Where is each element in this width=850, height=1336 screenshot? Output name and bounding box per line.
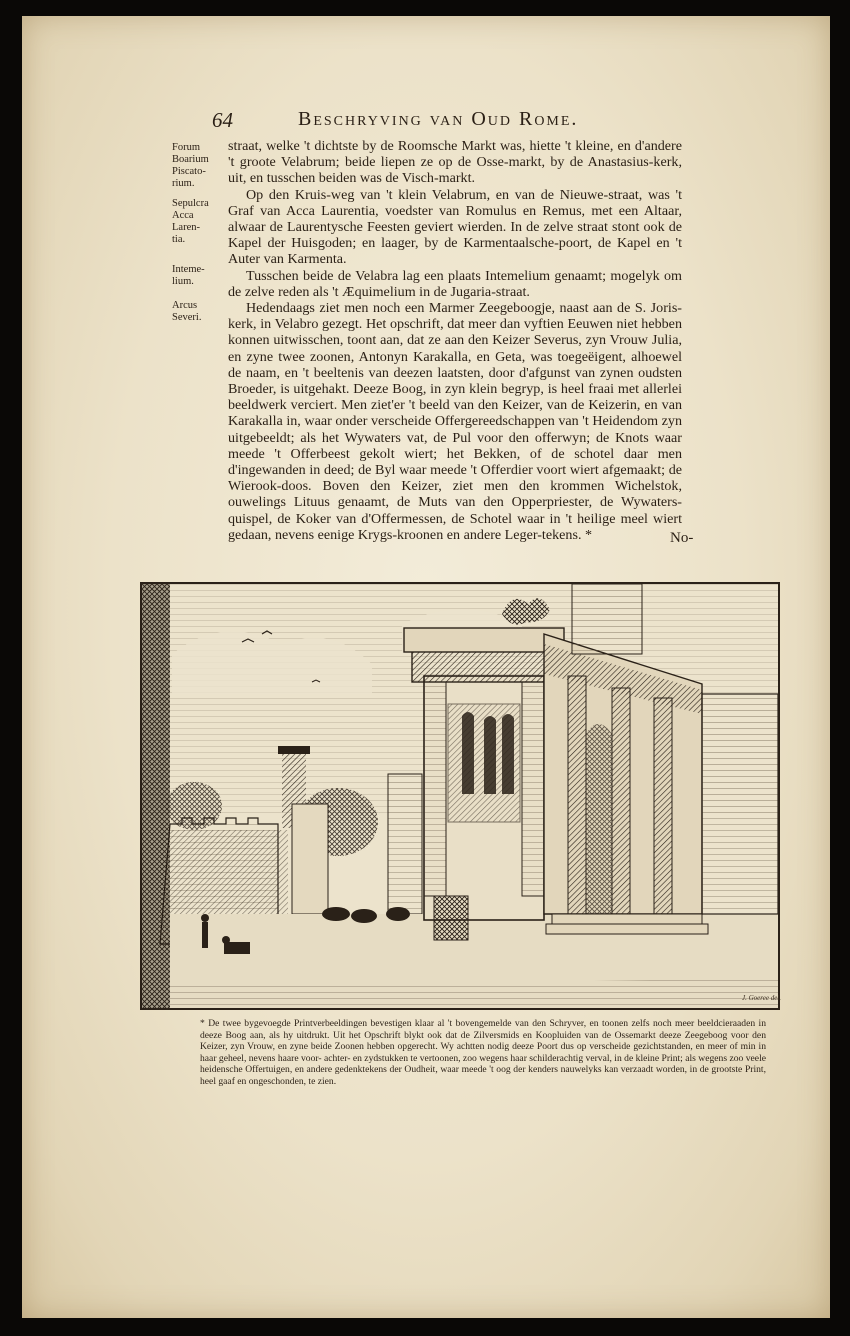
paragraph: Hedendaags ziet men noch een Marmer Zeegeboogje, naast aan de S. Joris-kerk, in Velabro gezegt. Het opschrift, dat meer dan vyftien Eeuwen niet hebben konnen uitwisschen, toont aan, dat ze aan den Keizer Severus, zyn Vrouw Julia, en zyne twee zoonen, Antonyn Karakalla, en Geta, was toegeëigent, alhoewel de naam, en 't beeltenis van deezen laatsten, door d'afgunst van zynen oudsten Broeder, is uitgehakt. Deeze Boog, in zyn klein begryp, is heel fraai met allerlei beeldwerk verciert. Men ziet'er 't beeld van den Keizer, van de Keizerin, en van Karakalla in, waar onder verscheide Offergereedschappen van 't Heidendom zyn uitgebeeldt; als het Wywaters vat, de Pul voor den offerwyn; de Knots waar meede 't Offerbeest gekolt wiert; het Bekken, of de schotel daar men d'ingewanden in deed; de Byl waar meede 't Offerdier voort wiert afgemaakt; de Wierook-doos. Boven den Keizer, ziet men den krommen Wichelstok, ouwelings Lituus genaamt, de Muts van den Opperpriester, de Wywaters-quispel, de Koker van d'Offermessen, de Schotel waar in 't heilige meel wiert gedaan, nevens eenige Krygs-kroonen en andere Leger-tekens. * [228,300,682,543]
margin-note-intemelium: Inteme- lium. [172,264,205,287]
footnote-text: * De twee bygevoegde Printverbeeldingen bevestigen klaar al 't bovengemelde van den Schryver, en toonen zelfs noch meer beeldcieraaden in deeze Boog aan, als hy uitdrukt. Uit het Opschrift blykt ook dat de Zilversmids en Koopluiden van de Ossemarkt deeze Zeegeboog voor den Keizer, zyn Vrouw, en zyne beide Zoonen hebben opgerecht. Wy achtten nodig deeze Poort dus op verscheide gezichtstanden, en meer of min in haar geheel, nevens haare voor- achter- en zydstukken te vertoonen, zoo wegens haar schilderachtig verval, in de kleine Print; als wegens zoo veele heidensche Offertuigen, en andere gedenktekens der Oudheit, waar meede 't oog der kenders nauwelyks kan verzaadt worden, in de grootste Print, heel gaaf en ongeschonden, te zien. [200,1018,766,1087]
paragraph: Tusschen beide de Velabra lag een plaats Intemelium genaamt; mogelyk om de zelve reden als 't Æquimelium in de Jugaria-straat. [228,267,682,300]
catchword: No- [670,530,694,546]
page-header [212,108,682,136]
running-title: Beschryving van Oud Rome. [298,108,579,130]
artist-signature: J. Goeree del. [742,994,781,1002]
margin-note-sepulcra: Sepulcra Acca Laren- tia. [172,198,209,245]
page-number: 64 [212,108,233,132]
footnote [200,1018,766,1088]
margin-note-arcus-severi: Arcus Severi. [172,300,202,323]
paragraph: Op den Kruis-weg van 't klein Velabrum, en van de Nieuwe-straat, was 't Graf van Acca Laurentia, voedster van Romulus en Remus, met een Altaar, alwaar de Laurentysche Feesten geviert wierden. In de zelve straat stont ook de Kapel der Huisgoden; en laager, by de Karmentaalsche-poort, de Kapel en 't Auter van Karmenta. [228,186,682,268]
margin-note-forum-boarium: Forum Boarium Piscato- rium. [172,142,209,189]
engraving-illustration [140,582,780,1010]
paragraph: straat, welke 't dichtste by de Roomsche Markt was, hiette 't kleine, en d'andere 't groote Velabrum; beide liepen ze op de Osse-markt, by de Anastasius-kerk, uit, en tusschen beiden was de Visch-markt. [228,138,682,187]
body-text [228,138,682,543]
arch-of-severus-engraving [142,584,778,1008]
